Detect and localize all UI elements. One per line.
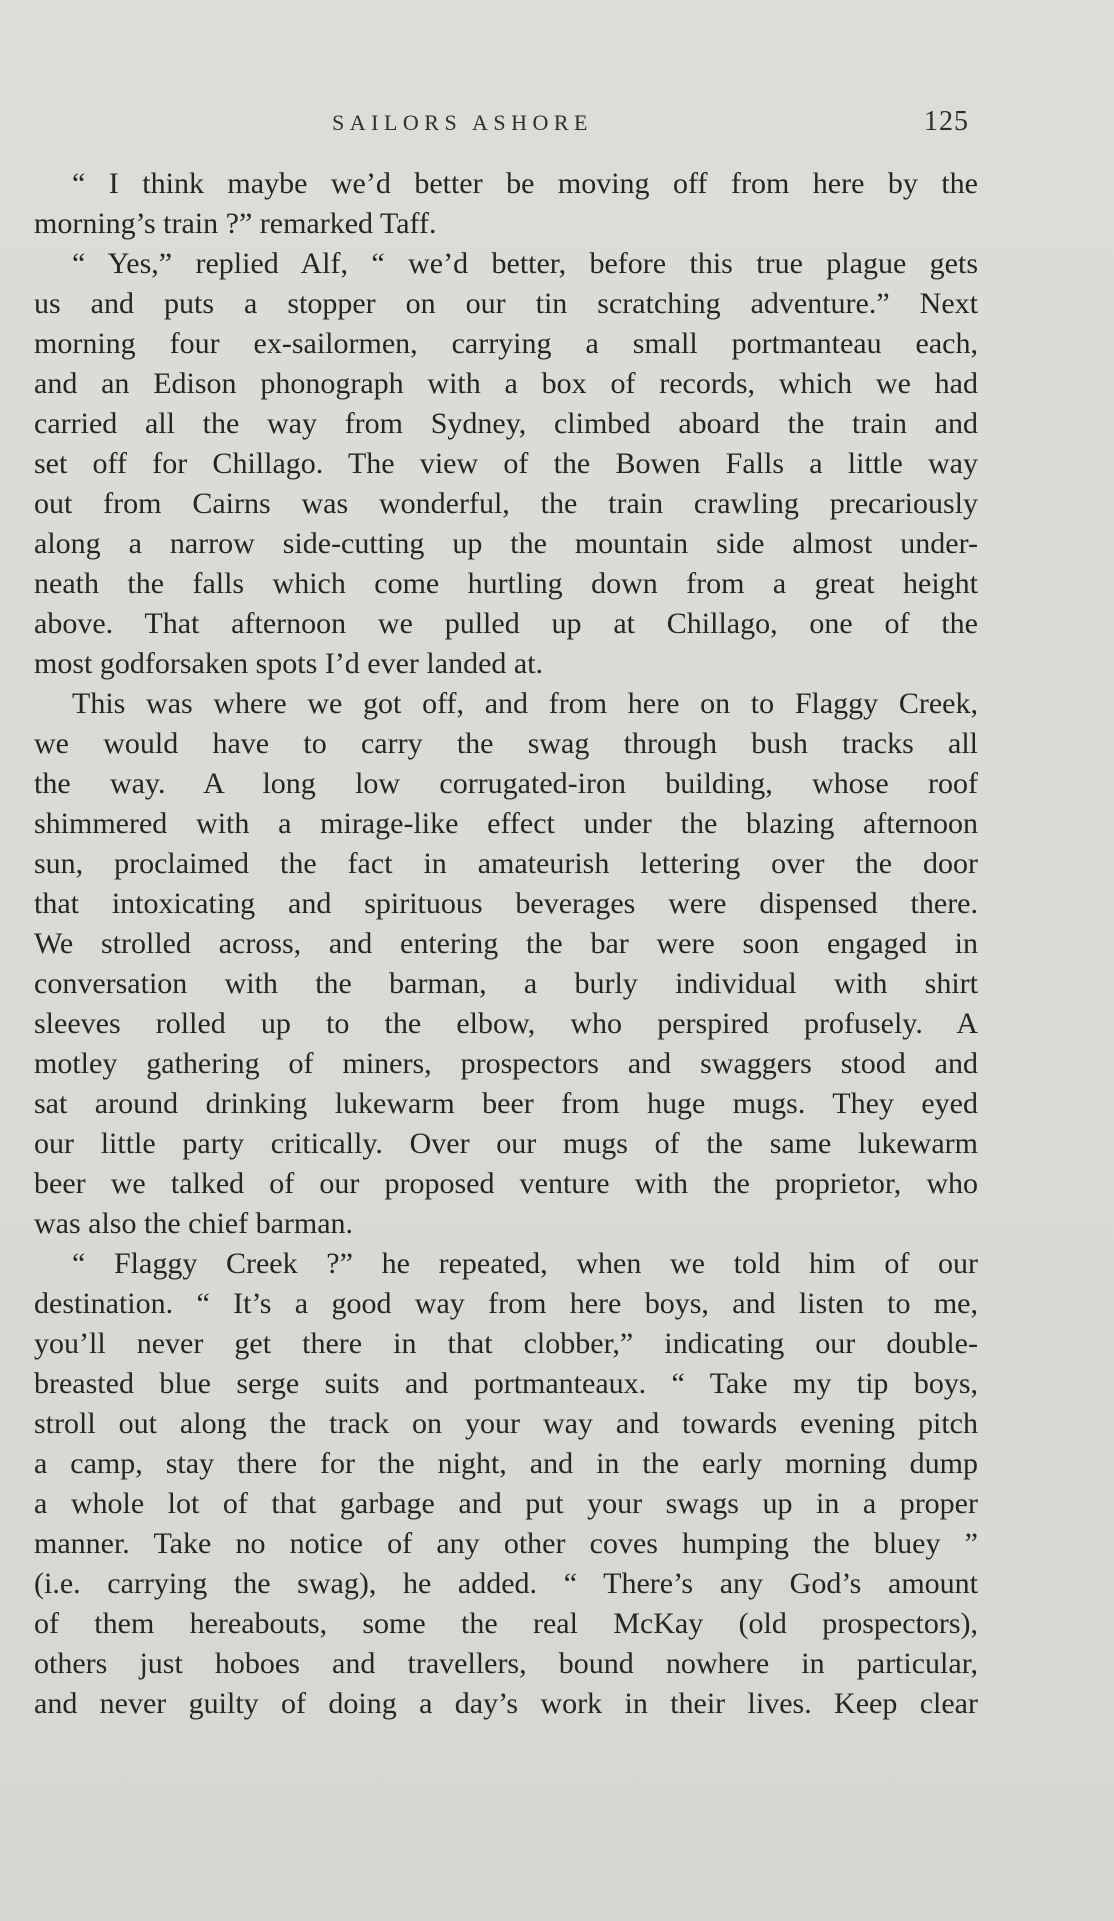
text-line: breasted blue serge suits and portmanteaux. “ Take my tip boys, bbox=[34, 1367, 978, 1400]
page-number: 125 bbox=[924, 106, 969, 137]
text-line: you’ll never get there in that clobber,” indicating our double- bbox=[34, 1327, 978, 1360]
text-line: most godforsaken spots I’d ever landed at. bbox=[34, 647, 544, 680]
text-line: carried all the way from Sydney, climbed aboard the train and bbox=[34, 407, 978, 440]
text-line: that intoxicating and spirituous beverages were dispensed there. bbox=[34, 887, 978, 920]
text-line: along a narrow side-cutting up the mountain side almost under- bbox=[34, 527, 978, 560]
text-line: us and puts a stopper on our tin scratching adventure.” Next bbox=[34, 287, 978, 320]
text-line: beer we talked of our proposed venture with the proprietor, who bbox=[34, 1167, 978, 1200]
running-title: SAILORS ASHORE bbox=[332, 110, 593, 135]
text-line: out from Cairns was wonderful, the train crawling precariously bbox=[34, 487, 978, 520]
text-line: “ I think maybe we’d better be moving off from here by the bbox=[72, 167, 978, 200]
text-line: morning’s train ?” remarked Taff. bbox=[34, 207, 437, 240]
text-line: motley gathering of miners, prospectors and swaggers stood and bbox=[34, 1047, 978, 1080]
text-line: and never guilty of doing a day’s work in their lives. Keep clear bbox=[34, 1687, 978, 1720]
text-line: a whole lot of that garbage and put your swags up in a proper bbox=[34, 1487, 978, 1520]
text-line: “ Yes,” replied Alf, “ we’d better, before this true plague gets bbox=[72, 247, 978, 280]
text-line: our little party critically. Over our mugs of the same lukewarm bbox=[34, 1127, 978, 1160]
text-line: sat around drinking lukewarm beer from huge mugs. They eyed bbox=[34, 1087, 978, 1120]
text-line: neath the falls which come hurtling down from a great height bbox=[34, 567, 978, 600]
text-line: set off for Chillago. The view of the Bowen Falls a little way bbox=[34, 447, 978, 480]
text-line: sun, proclaimed the fact in amateurish lettering over the door bbox=[34, 847, 978, 880]
text-line: sleeves rolled up to the elbow, who perspired profusely. A bbox=[34, 1007, 978, 1040]
text-line: of them hereabouts, some the real McKay (old prospectors), bbox=[34, 1607, 978, 1640]
text-line: and an Edison phonograph with a box of records, which we had bbox=[34, 367, 978, 400]
text-line: shimmered with a mirage-like effect under the blazing afternoon bbox=[34, 807, 978, 840]
text-line: “ Flaggy Creek ?” he repeated, when we told him of our bbox=[72, 1247, 978, 1280]
running-header bbox=[0, 104, 1114, 144]
text-line: was also the chief barman. bbox=[34, 1207, 354, 1240]
text-line: We strolled across, and entering the bar were soon engaged in bbox=[34, 927, 978, 960]
text-line: (i.e. carrying the swag), he added. “ There’s any God’s amount bbox=[34, 1567, 978, 1600]
text-line: above. That afternoon we pulled up at Chillago, one of the bbox=[34, 607, 978, 640]
text-line: destination. “ It’s a good way from here boys, and listen to me, bbox=[34, 1287, 978, 1320]
body-text bbox=[34, 164, 978, 1724]
text-line: stroll out along the track on your way and towards evening pitch bbox=[34, 1407, 978, 1440]
text-line: others just hoboes and travellers, bound nowhere in particular, bbox=[34, 1647, 978, 1680]
text-line: we would have to carry the swag through bush tracks all bbox=[34, 727, 978, 760]
text-line: the way. A long low corrugated-iron building, whose roof bbox=[34, 767, 978, 800]
text-line: manner. Take no notice of any other coves humping the bluey ” bbox=[34, 1527, 978, 1560]
text-line: This was where we got off, and from here on to Flaggy Creek, bbox=[72, 687, 978, 720]
text-line: morning four ex-sailormen, carrying a small portmanteau each, bbox=[34, 327, 978, 360]
text-line: a camp, stay there for the night, and in the early morning dump bbox=[34, 1447, 978, 1480]
text-line: conversation with the barman, a burly individual with shirt bbox=[34, 967, 978, 1000]
